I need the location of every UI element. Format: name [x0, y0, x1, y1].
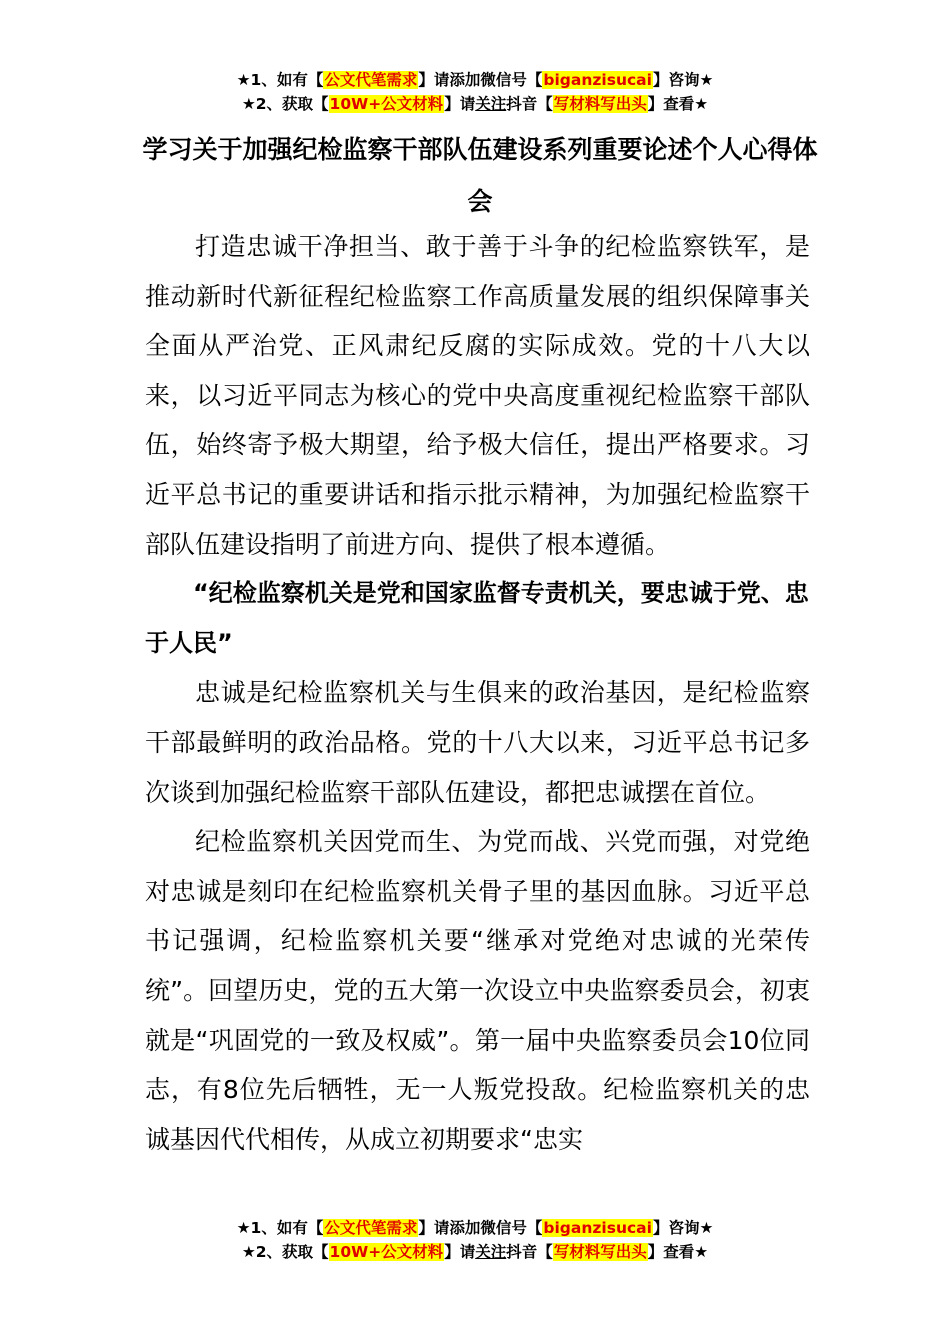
highlight-wechat-id: biganzisucai [543, 71, 652, 89]
section-heading: “纪检监察机关是党和国家监督专责机关，要忠诚于党、忠于人民” [145, 579, 809, 657]
highlight-wechat-id: biganzisucai [543, 1219, 652, 1237]
paragraph-loyalty: 忠诚是纪检监察机关与生俱来的政治基因，是纪检监察干部最鲜明的政治品格。党的十八大以来，习近平总书记多次谈到加强纪检监察干部队伍建设，都把忠诚摆在首位。 [145, 678, 810, 807]
banner-line-2: ★2、获取【10W+公文材料】请关注抖音【写材料写出头】查看★ [241, 95, 709, 113]
banner-line-2: ★2、获取【10W+公文材料】请关注抖音【写材料写出头】查看★ [241, 1243, 709, 1261]
highlight-ghostwriting: 公文代笔需求 [324, 71, 418, 89]
banner-line-1: ★1、如有【公文代笔需求】请添加微信号【biganzisucai】咨询★ [236, 1219, 714, 1237]
header-banner [0, 68, 950, 116]
footer-banner [0, 1216, 950, 1264]
paragraph-history: 纪检监察机关因党而生、为党而战、兴党而强，对党绝对忠诚是刻印在纪检监察机关骨子里的基因血脉。习近平总书记强调，纪检监察机关要“继承对党绝对忠诚的光荣传统”。回望历史，党的五大第一次设立中央监察委员会，初衷就是“巩固党的一致及权威”。第一届中央监察委员会10位同志，有8位先后牺牲，无一人叛党投敌。纪检监察机关的忠诚基因代代相传，从成立初期要求“忠实 [145, 827, 810, 1154]
document-title: 学习关于加强纪检监察干部队伍建设系列重要论述个人心得体会 [142, 135, 818, 216]
highlight-materials: 10W+公文材料 [329, 1243, 444, 1261]
highlight-douyin-account: 写材料写出头 [553, 1243, 647, 1261]
highlight-ghostwriting: 公文代笔需求 [324, 1219, 418, 1237]
banner-line-1: ★1、如有【公文代笔需求】请添加微信号【biganzisucai】咨询★ [236, 71, 714, 89]
highlight-douyin-account: 写材料写出头 [553, 95, 647, 113]
paragraph-intro: 打造忠诚干净担当、敢于善于斗争的纪检监察铁军，是推动新时代新征程纪检监察工作高质量发展的组织保障事关全面从严治党、正风肃纪反腐的实际成效。党的十八大以来，以习近平同志为核心的党中央高度重视纪检监察干部队伍，始终寄予极大期望，给予极大信任，提出严格要求。习近平总书记的重要讲话和指示批示精神，为加强纪检监察干部队伍建设指明了前进方向、提供了根本遵循。 [145, 232, 810, 559]
document-body [145, 222, 810, 1164]
highlight-materials: 10W+公文材料 [329, 95, 444, 113]
